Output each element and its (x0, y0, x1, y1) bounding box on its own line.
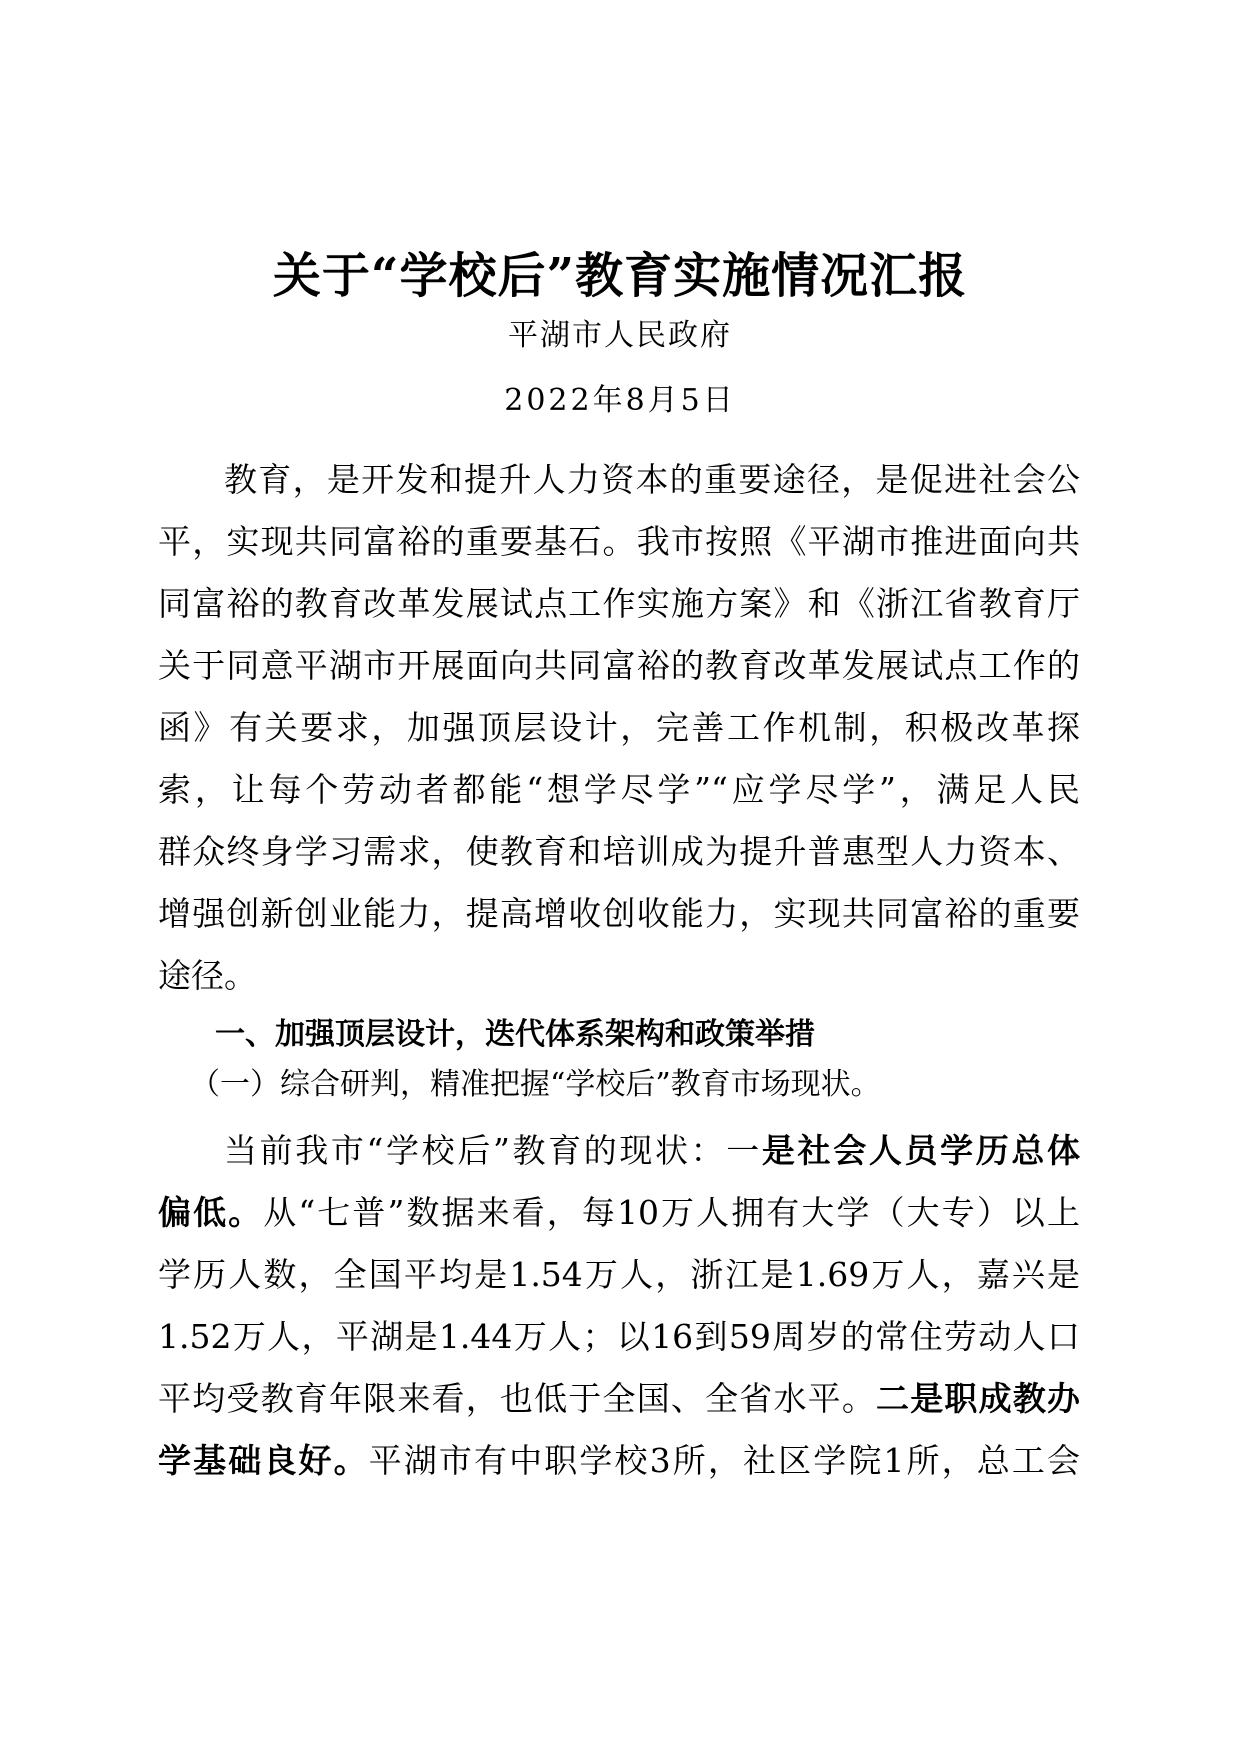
para2-emphasis: 学基础良好。 (158, 1441, 369, 1480)
para2-emphasis: 偏低。 (158, 1193, 264, 1232)
intro-line: 索，让每个劳动者都能“想学尽学”“应学尽学”，满足人民 (158, 770, 1080, 809)
para2-text: 平湖市有中职学校3所，社区学院1所，总工会 (368, 1441, 1081, 1480)
para2-line (158, 1120, 1080, 1182)
intro-line: 关于同意平湖市开展面向共同富裕的教育改革发展试点工作的 (158, 646, 1080, 685)
para2-emphasis: 二是职成教办 (876, 1379, 1081, 1418)
intro-line: 教育，是开发和提升人力资本的重要途径，是促进社会公 (224, 460, 1080, 499)
intro-line: 函》有关要求，加强顶层设计，完善工作机制，积极改革探 (158, 708, 1080, 747)
intro-line: 增强创新创业能力，提高增收创收能力，实现共同富裕的重要 (158, 894, 1080, 933)
para2-line (158, 1368, 1080, 1430)
intro-line: 平，实现共同富裕的重要基石。我市按照《平湖市推进面向共 (158, 522, 1080, 561)
para2-line (158, 1182, 1080, 1244)
para2-line: 学历人数，全国平均是1.54万人，浙江是1.69万人，嘉兴是 (158, 1255, 1080, 1294)
para2-text: 平均受教育年限来看，也低于全国、全省水平。 (158, 1379, 877, 1418)
subsection-heading-1: （一）综合研判，精准把握“学校后”教育市场现状。 (190, 1067, 881, 1102)
issuing-authority: 平湖市人民政府 (508, 318, 732, 353)
intro-line: 群众终身学习需求，使教育和培训成为提升普惠型人力资本、 (158, 832, 1080, 871)
section-heading-1: 一、加强顶层设计，迭代体系架构和政策举措 (215, 1017, 815, 1052)
document-date: 2022年8月5日 (504, 383, 736, 418)
para2-text: 从“七普”数据来看，每10万人拥有大学（大专）以上 (263, 1193, 1081, 1232)
para2-line (158, 1430, 1080, 1492)
para2-text: 当前我市“学校后”教育的现状：一 (224, 1131, 762, 1170)
para2-line: 1.52万人，平湖是1.44万人；以16到59周岁的常住劳动人口 (158, 1317, 1080, 1356)
para2-emphasis: 是社会人员学历总体 (761, 1131, 1081, 1170)
intro-line: 同富裕的教育改革发展试点工作实施方案》和《浙江省教育厅 (158, 584, 1080, 623)
document-title: 关于“学校后”教育实施情况汇报 (272, 248, 968, 304)
intro-line-last: 途径。 (158, 956, 257, 995)
